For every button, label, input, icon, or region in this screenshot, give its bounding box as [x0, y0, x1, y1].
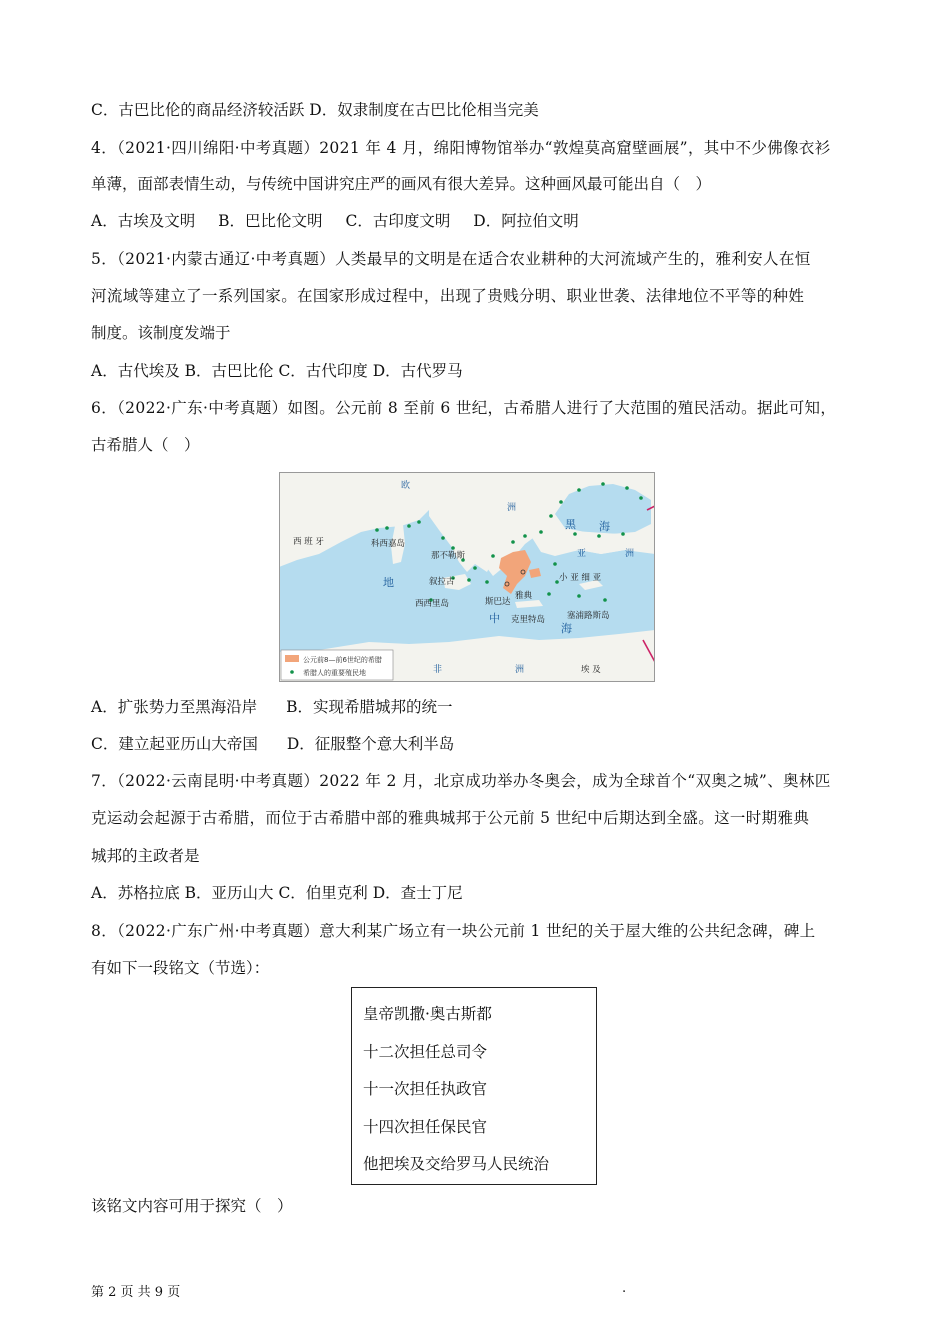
- colony-dot: [511, 540, 515, 544]
- label-crete: 克里特岛: [511, 615, 546, 625]
- footer-dot: .: [622, 1281, 627, 1296]
- label-black-a: 黑: [565, 518, 576, 531]
- colony-dot: [385, 526, 389, 530]
- colony-dot: [577, 594, 581, 598]
- label-europe-b: 洲: [507, 503, 517, 513]
- label-syracuse: 叙拉古: [429, 577, 455, 587]
- label-sparta: 斯巴达: [485, 597, 511, 607]
- label-black-b: 海: [599, 520, 610, 533]
- colony-dot: [539, 530, 543, 534]
- label-africa-b: 洲: [515, 665, 525, 675]
- colony-dot: [639, 496, 643, 500]
- label-egypt: 埃 及: [581, 665, 601, 675]
- label-naples: 那不勒斯: [431, 551, 466, 561]
- q6-option-a: A．扩张势力至黑海沿岸: [91, 698, 258, 716]
- label-asia-minor: 小 亚 细 亚: [559, 573, 602, 583]
- map-legend: [281, 650, 393, 680]
- inscription-line-5: 他把埃及交给罗马人民统治: [363, 1155, 550, 1173]
- label-athens: 雅典: [515, 591, 533, 601]
- greek-colonization-map: [279, 472, 655, 682]
- inscription-box: [351, 987, 597, 1185]
- inscription-line-4: 十四次担任保民官: [363, 1118, 488, 1136]
- q7-options: A．苏格拉底 B．亚历山大 C．伯里克利 D．查士丁尼: [91, 884, 463, 902]
- q6-options-cd: [91, 734, 454, 754]
- colony-dot: [601, 482, 605, 486]
- inscription-line-3: 十一次担任执政官: [363, 1080, 488, 1098]
- colony-dot: [491, 554, 495, 558]
- colony-dot: [473, 566, 477, 570]
- label-africa-a: 非: [433, 665, 443, 675]
- q6-option-d: D．征服整个意大利半岛: [286, 735, 455, 753]
- q4-option-b: B．巴比伦文明: [218, 212, 323, 230]
- q6-stem-2: 古希腊人（ ）: [91, 436, 200, 454]
- page-number: 第 2 页 共 9 页: [91, 1285, 181, 1300]
- colony-dot: [603, 598, 607, 602]
- q5-stem-3: 制度。该制度发端于: [91, 324, 231, 342]
- legend-colony-swatch: [290, 670, 294, 674]
- q5-options: A．古代埃及 B．古巴比伦 C．古代印度 D．古代罗马: [91, 362, 463, 380]
- label-sicily: 西西里岛: [415, 599, 450, 609]
- colony-dot: [451, 546, 455, 550]
- q4-option-a: A．古埃及文明: [91, 212, 196, 230]
- colony-dot: [375, 528, 379, 532]
- colony-dot: [523, 534, 527, 538]
- label-spain: 西 班 牙: [293, 537, 324, 547]
- label-corsica: 科西嘉岛: [371, 539, 406, 549]
- q7-stem-3: 城邦的主政者是: [91, 847, 200, 865]
- q8-stem-2: 有如下一段铭文（节选）：: [91, 959, 270, 977]
- colony-dot: [547, 592, 551, 596]
- colony-dot: [485, 580, 489, 584]
- label-med-a: 地: [383, 576, 394, 589]
- colony-dot: [559, 500, 563, 504]
- q6-options-ab: [91, 697, 453, 717]
- colony-dot: [467, 578, 471, 582]
- label-europe-a: 欧: [401, 481, 411, 491]
- colony-dot: [625, 486, 629, 490]
- inscription-line-2: 十二次担任总司令: [363, 1043, 488, 1061]
- colony-dot: [417, 520, 421, 524]
- colony-dot: [407, 524, 411, 528]
- colony-dot: [441, 536, 445, 540]
- q4-stem-2: 单薄，面部表情生动，与传统中国讲究庄严的画风有很大差异。这种画风最可能出自（ ）: [91, 175, 712, 193]
- q3-option-cd: C．古巴比伦的商品经济较活跃 D．奴隶制度在古巴比伦相当完美: [91, 101, 539, 119]
- colony-dot: [553, 562, 557, 566]
- q7-stem-2: 克运动会起源于古希腊，而位于古希腊中部的雅典城邦于公元前 5 世纪中后期达到全盛。这一时期雅典: [91, 809, 810, 827]
- q4-options: [91, 211, 579, 231]
- q5-stem-2: 河流域等建立了一系列国家。在国家形成过程中，出现了贵贱分明、职业世袭、法律地位不平等的种姓: [91, 287, 805, 305]
- q6-option-c: C．建立起亚历山大帝国: [91, 735, 258, 753]
- q8-stem-1: 8．（2022·广东广州·中考真题）意大利某广场立有一块公元前 1 世纪的关于屋大维的公共纪念碑，碑上: [91, 922, 816, 940]
- q6-stem-1: 6．（2022·广东·中考真题）如图。公元前 8 至前 6 世纪，古希腊人进行了大范围的殖民活动。据此可知，: [91, 399, 837, 417]
- label-med-b: 中: [489, 612, 500, 625]
- q4-stem-1: 4．（2021·四川绵阳·中考真题）2021 年 4 月，绵阳博物馆举办“敦煌莫高窟壁画展”，其中不少佛像衣衫: [91, 139, 831, 157]
- legend-greece-swatch: [285, 655, 299, 662]
- q7-stem-1: 7．（2022·云南昆明·中考真题）2022 年 2 月，北京成功举办冬奥会，成为全球首个“双奥之城”、奥林匹: [91, 772, 831, 790]
- label-asia-a: 亚: [577, 549, 587, 559]
- colony-dot: [597, 534, 601, 538]
- label-cyprus: 塞浦路斯岛: [567, 611, 610, 621]
- colony-dot: [577, 488, 581, 492]
- q6-option-b: B．实现希腊城邦的统一: [286, 698, 453, 716]
- colony-dot: [549, 514, 553, 518]
- colony-dot: [573, 532, 577, 536]
- legend-colony-label: 希腊人的重要殖民地: [303, 669, 366, 677]
- colony-dot: [621, 532, 625, 536]
- label-asia-b: 洲: [625, 549, 635, 559]
- q4-option-d: D．阿拉伯文明: [473, 212, 579, 230]
- q5-stem-1: 5．（2021·内蒙古通辽·中考真题）人类最早的文明是在适合农业耕种的大河流域产生的，雅利安人在恒: [91, 250, 811, 268]
- legend-greece-label: 公元前8—前6世纪的希腊: [303, 656, 382, 664]
- inscription-line-1: 皇帝凯撒·奥古斯都: [363, 1005, 492, 1023]
- q4-option-c: C．古印度文明: [345, 212, 451, 230]
- label-med-c: 海: [561, 622, 572, 635]
- q8-question: 该铭文内容可用于探究（ ）: [91, 1197, 293, 1215]
